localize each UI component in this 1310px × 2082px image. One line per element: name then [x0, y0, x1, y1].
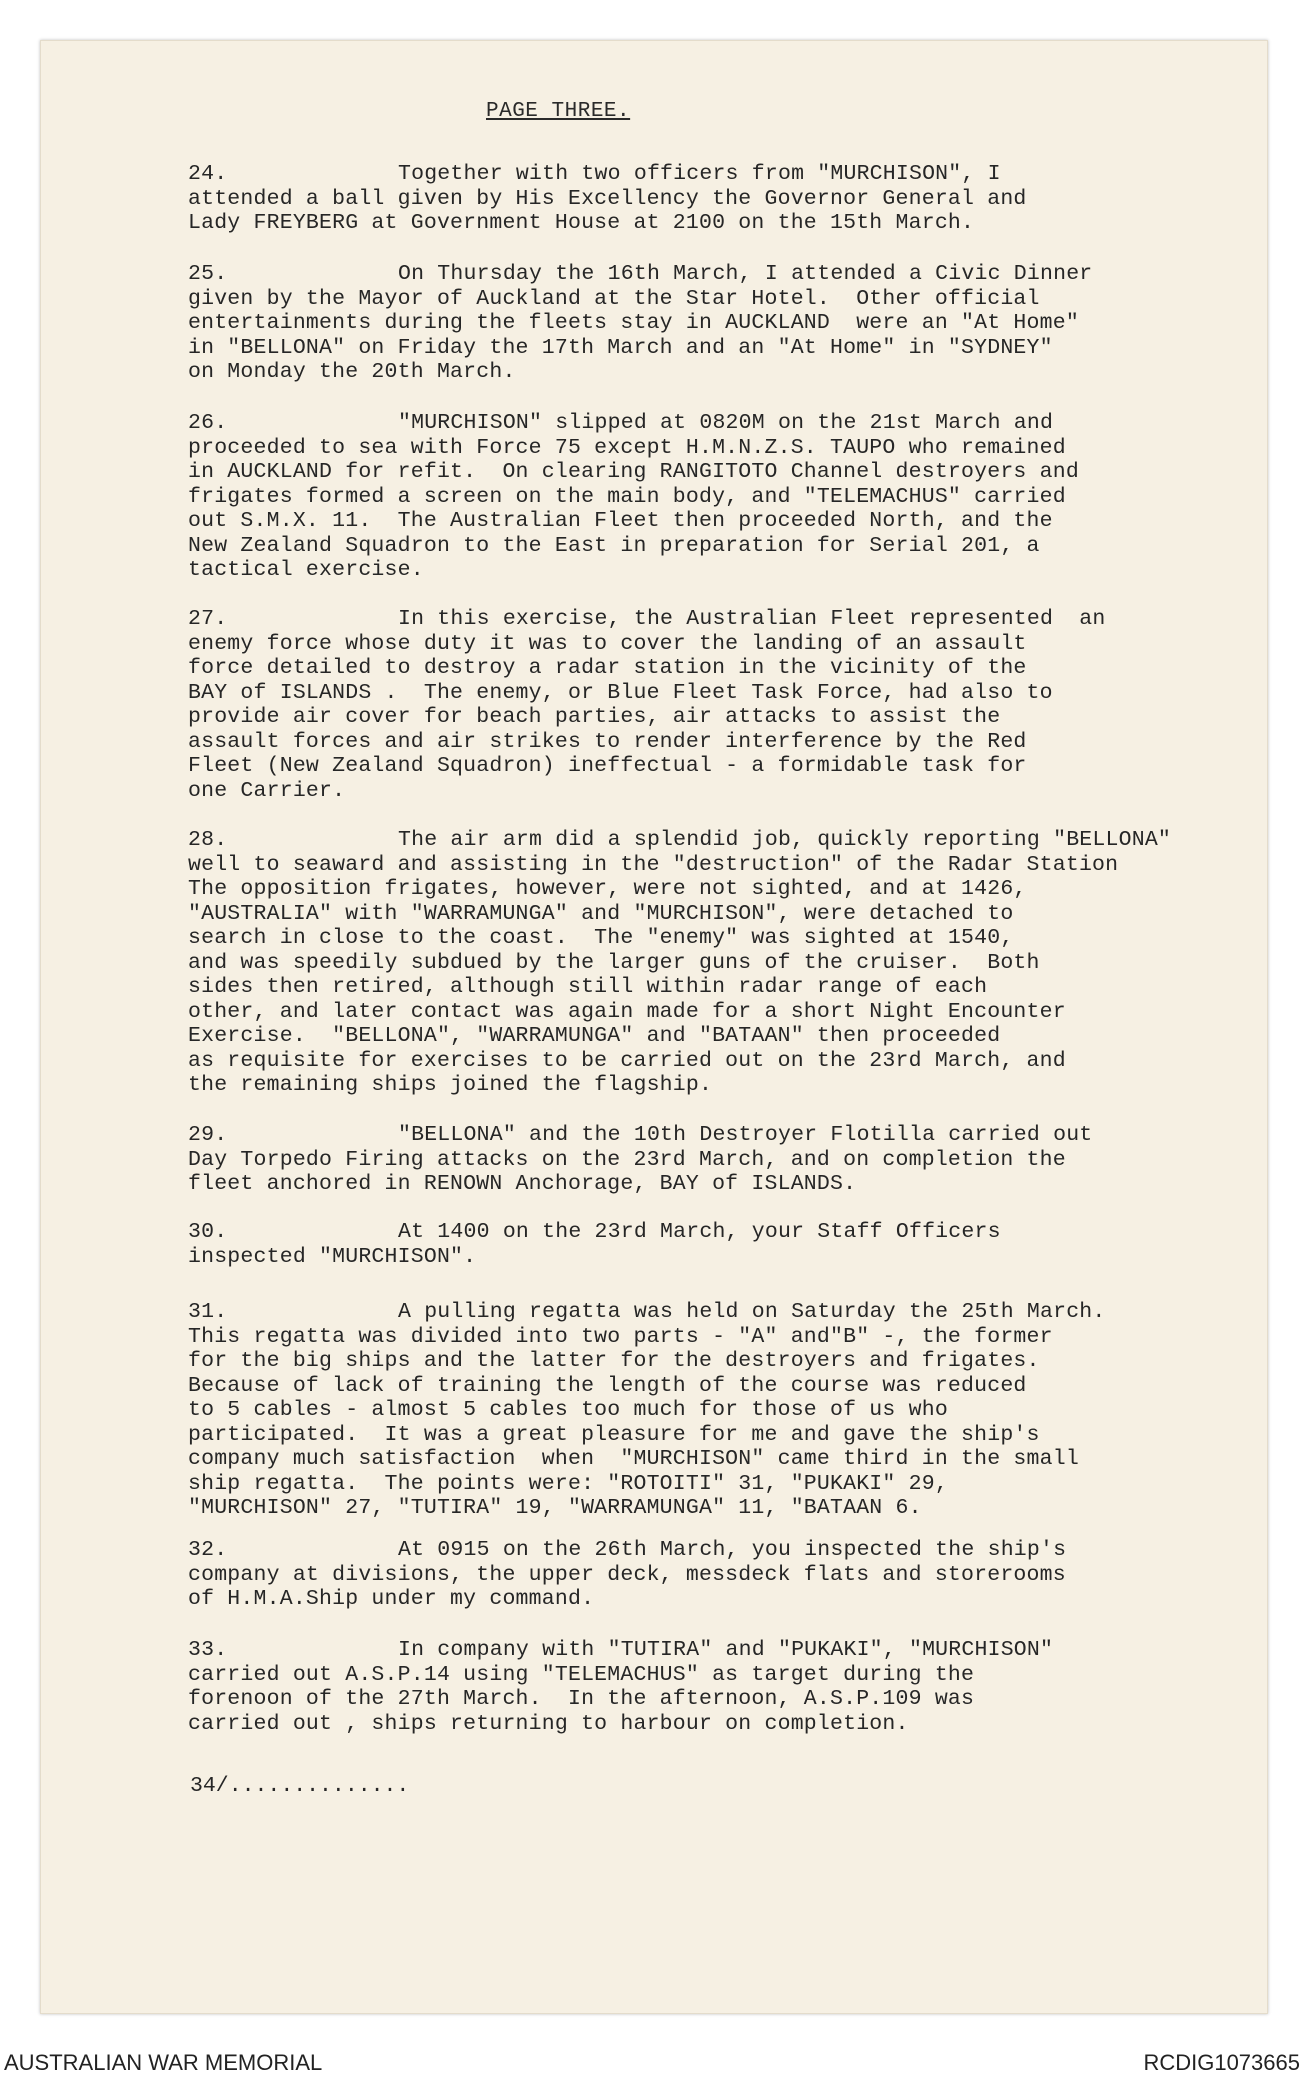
paragraph-line	[188, 926, 1268, 951]
line-text: assault forces and air strikes to render interference by the Red	[188, 729, 1027, 754]
line-text: of H.M.A.Ship under my command.	[188, 1587, 595, 1611]
line-text: to 5 cables - almost 5 cables too much for those of us who	[188, 1398, 948, 1422]
paragraph-line	[188, 1024, 1268, 1049]
paragraph-line	[188, 1638, 1268, 1663]
line-text: fleet anchored in RENOWN Anchorage, BAY of ISLANDS.	[188, 1172, 857, 1196]
paragraph-line	[188, 754, 1268, 779]
paragraph-line	[188, 1000, 1268, 1025]
line-text: attended a ball given by His Excellency the Governor General and	[188, 186, 1027, 211]
line-text: "BELLONA" and the 10th Destroyer Flotilla carried out	[398, 1123, 1093, 1147]
paragraph-line	[188, 311, 1268, 336]
paragraph-line	[188, 1687, 1268, 1712]
paragraph-line	[188, 1538, 1268, 1563]
paragraph	[188, 411, 1268, 583]
paragraph-line	[188, 607, 1268, 632]
paragraph-line	[188, 853, 1268, 878]
paragraph-number: 27.	[188, 607, 228, 631]
line-text: A pulling regatta was held on Saturday the 25th March.	[398, 1300, 1106, 1324]
line-text: on Monday the 20th March.	[188, 360, 516, 384]
line-text: forenoon of the 27th March. In the afternoon, A.S.P.109 was	[188, 1687, 975, 1711]
paragraph-line	[188, 656, 1268, 681]
paragraph	[188, 1638, 1268, 1736]
paragraph-number: 31.	[188, 1300, 228, 1324]
paragraph-line	[188, 1049, 1268, 1074]
line-text: company much satisfaction when "MURCHISON" came third in the small	[188, 1447, 1079, 1471]
line-text: in "BELLONA" on Friday the 17th March and an "At Home" in "SYDNEY"	[188, 335, 1053, 360]
footer-institution: AUSTRALIAN WAR MEMORIAL	[4, 2050, 323, 2075]
paragraph-line	[188, 1325, 1268, 1350]
paragraph-line	[188, 779, 1268, 804]
line-text: "MURCHISON" slipped at 0820M on the 21st March and	[398, 411, 1054, 435]
paragraph	[188, 1300, 1268, 1521]
paragraph-line	[188, 1398, 1268, 1423]
line-text: "AUSTRALIA" with "WARRAMUNGA" and "MURCHISON", were detached to	[188, 901, 1014, 926]
paragraph	[188, 1220, 1268, 1269]
paragraph	[188, 607, 1268, 803]
paragraph-line	[188, 730, 1268, 755]
paragraph-line	[188, 460, 1268, 485]
paragraph	[188, 1123, 1268, 1197]
paragraph-line	[188, 1300, 1268, 1325]
line-text: Day Torpedo Firing attacks on the 23rd March, and on completion the	[188, 1147, 1066, 1172]
line-text: Together with two officers from "MURCHISON", I	[398, 162, 1001, 186]
line-text: for the big ships and the latter for the destroyers and frigates.	[188, 1349, 1040, 1373]
paragraph-line	[188, 705, 1268, 730]
paragraph-number: 29.	[188, 1123, 228, 1147]
paragraph-line	[188, 1447, 1268, 1472]
line-text: Exercise. "BELLONA", "WARRAMUNGA" and "BATAAN" then proceeded	[188, 1024, 1001, 1048]
line-text: other, and later contact was again made for a short Night Encounter	[188, 999, 1066, 1024]
line-text: one Carrier.	[188, 778, 346, 803]
line-text: In company with "TUTIRA" and "PUKAKI", "MURCHISON"	[398, 1638, 1054, 1662]
line-text: company at divisions, the upper deck, messdeck flats and storerooms	[188, 1562, 1066, 1587]
line-text: enemy force whose duty it was to cover the landing of an assault	[188, 631, 1027, 656]
paragraph-line	[188, 1073, 1268, 1098]
paragraph-line	[188, 681, 1268, 706]
paragraph-line	[188, 1423, 1268, 1448]
paragraph-line	[188, 287, 1268, 312]
line-text: ship regatta. The points were: "ROTOITI" 31, "PUKAKI" 29,	[188, 1471, 948, 1496]
paragraph-line	[188, 558, 1268, 583]
paragraph-number: 28.	[188, 828, 228, 852]
paragraph	[188, 1538, 1268, 1612]
line-text: At 1400 on the 23rd March, your Staff Officers	[398, 1220, 1001, 1244]
paragraph-line	[188, 1563, 1268, 1588]
line-text: out S.M.X. 11. The Australian Fleet then proceeded North, and the	[188, 509, 1053, 533]
page-heading: PAGE THREE.	[486, 100, 631, 123]
line-text: carried out , ships returning to harbour on completion.	[188, 1711, 909, 1736]
paragraph-line	[188, 1663, 1268, 1688]
line-text: Because of lack of training the length of the course was reduced	[188, 1373, 1027, 1398]
line-text: proceeded to sea with Force 75 except H.M.N.Z.S. TAUPO who remained	[188, 435, 1066, 460]
paragraph-line	[188, 534, 1268, 559]
line-text: "MURCHISON" 27, "TUTIRA" 19, "WARRAMUNGA" 11, "BATAAN 6.	[188, 1496, 922, 1520]
paragraph-line	[188, 1712, 1268, 1737]
line-text: sides then retired, although still within radar range of each	[188, 975, 988, 999]
paragraph-number: 32.	[188, 1538, 228, 1562]
line-text: entertainments during the fleets stay in AUCKLAND were an "At Home"	[188, 311, 1079, 335]
line-text: Lady FREYBERG at Government House at 2100 on the 15th March.	[188, 211, 975, 235]
line-text: New Zealand Squadron to the East in preparation for Serial 201, a	[188, 533, 1040, 558]
paragraph-line	[188, 828, 1268, 853]
line-text: On Thursday the 16th March, I attended a Civic Dinner	[398, 262, 1093, 286]
paragraph-number: 26.	[188, 411, 228, 435]
footer-record-id: RCDIG1073665	[1143, 2050, 1300, 2075]
paragraph-line	[188, 211, 1268, 236]
paragraph-line	[188, 1123, 1268, 1148]
line-text: inspected "MURCHISON".	[188, 1244, 477, 1269]
paragraph-line	[188, 1349, 1268, 1374]
paragraph	[188, 162, 1268, 236]
paragraph-line	[188, 902, 1268, 927]
paragraph-line	[188, 485, 1268, 510]
line-text: in AUCKLAND for refit. On clearing RANGITOTO Channel destroyers and	[188, 460, 1079, 484]
paragraph-line	[188, 877, 1268, 902]
paragraph-number: 25.	[188, 262, 228, 286]
line-text: provide air cover for beach parties, air attacks to assist the	[188, 705, 1001, 729]
paragraph-number: 33.	[188, 1638, 228, 1662]
paragraph-line	[188, 336, 1268, 361]
paragraph-line	[188, 1496, 1268, 1521]
line-text: the remaining ships joined the flagship.	[188, 1073, 713, 1097]
paragraph-line	[188, 509, 1268, 534]
line-text: tactical exercise.	[188, 558, 424, 582]
paragraph-line	[188, 360, 1268, 385]
line-text: BAY of ISLANDS . The enemy, or Blue Fleet Task Force, had also to	[188, 680, 1053, 705]
line-text: The opposition frigates, however, were not sighted, and at 1426,	[188, 877, 1027, 901]
paragraph-line	[188, 1148, 1268, 1173]
paragraph-line	[188, 1220, 1268, 1245]
paragraph-line	[188, 411, 1268, 436]
line-text: force detailed to destroy a radar station in the vicinity of the	[188, 656, 1027, 680]
continuation-marker: 34/..............	[190, 1774, 410, 1798]
paragraph-line	[188, 951, 1268, 976]
paragraph-line	[188, 1472, 1268, 1497]
line-text: carried out A.S.P.14 using "TELEMACHUS" as target during the	[188, 1662, 975, 1687]
paragraph-line	[188, 187, 1268, 212]
paragraph-line	[188, 162, 1268, 187]
line-text: search in close to the coast. The "enemy" was sighted at 1540,	[188, 926, 1014, 950]
line-text: At 0915 on the 26th March, you inspected the ship's	[398, 1538, 1067, 1562]
paragraph-line	[188, 1374, 1268, 1399]
paragraph-number: 24.	[188, 162, 228, 186]
paragraph-line	[188, 436, 1268, 461]
line-text: frigates formed a screen on the main body, and "TELEMACHUS" carried	[188, 484, 1066, 509]
paragraph-line	[188, 975, 1268, 1000]
line-text: participated. It was a great pleasure for me and gave the ship's	[188, 1422, 1040, 1447]
paragraph-number: 30.	[188, 1220, 228, 1244]
paragraph-line	[188, 262, 1268, 287]
paragraph-line	[188, 632, 1268, 657]
line-text: as requisite for exercises to be carried out on the 23rd March, and	[188, 1048, 1066, 1073]
line-text: well to seaward and assisting in the "destruction" of the Radar Station	[188, 852, 1119, 877]
line-text: In this exercise, the Australian Fleet represented an	[398, 607, 1106, 631]
line-text: Fleet (New Zealand Squadron) ineffectual - a formidable task for	[188, 754, 1027, 778]
paragraph-line	[188, 1172, 1268, 1197]
line-text: given by the Mayor of Auckland at the Star Hotel. Other official	[188, 286, 1040, 311]
paragraph-line	[188, 1587, 1268, 1612]
line-text: The air arm did a splendid job, quickly reporting "BELLONA"	[398, 828, 1172, 852]
line-text: This regatta was divided into two parts - "A" and"B" -, the former	[188, 1324, 1053, 1349]
line-text: and was speedily subdued by the larger guns of the cruiser. Both	[188, 950, 1040, 975]
paragraph-line	[188, 1245, 1268, 1270]
paragraph	[188, 262, 1268, 385]
paragraph	[188, 828, 1268, 1098]
